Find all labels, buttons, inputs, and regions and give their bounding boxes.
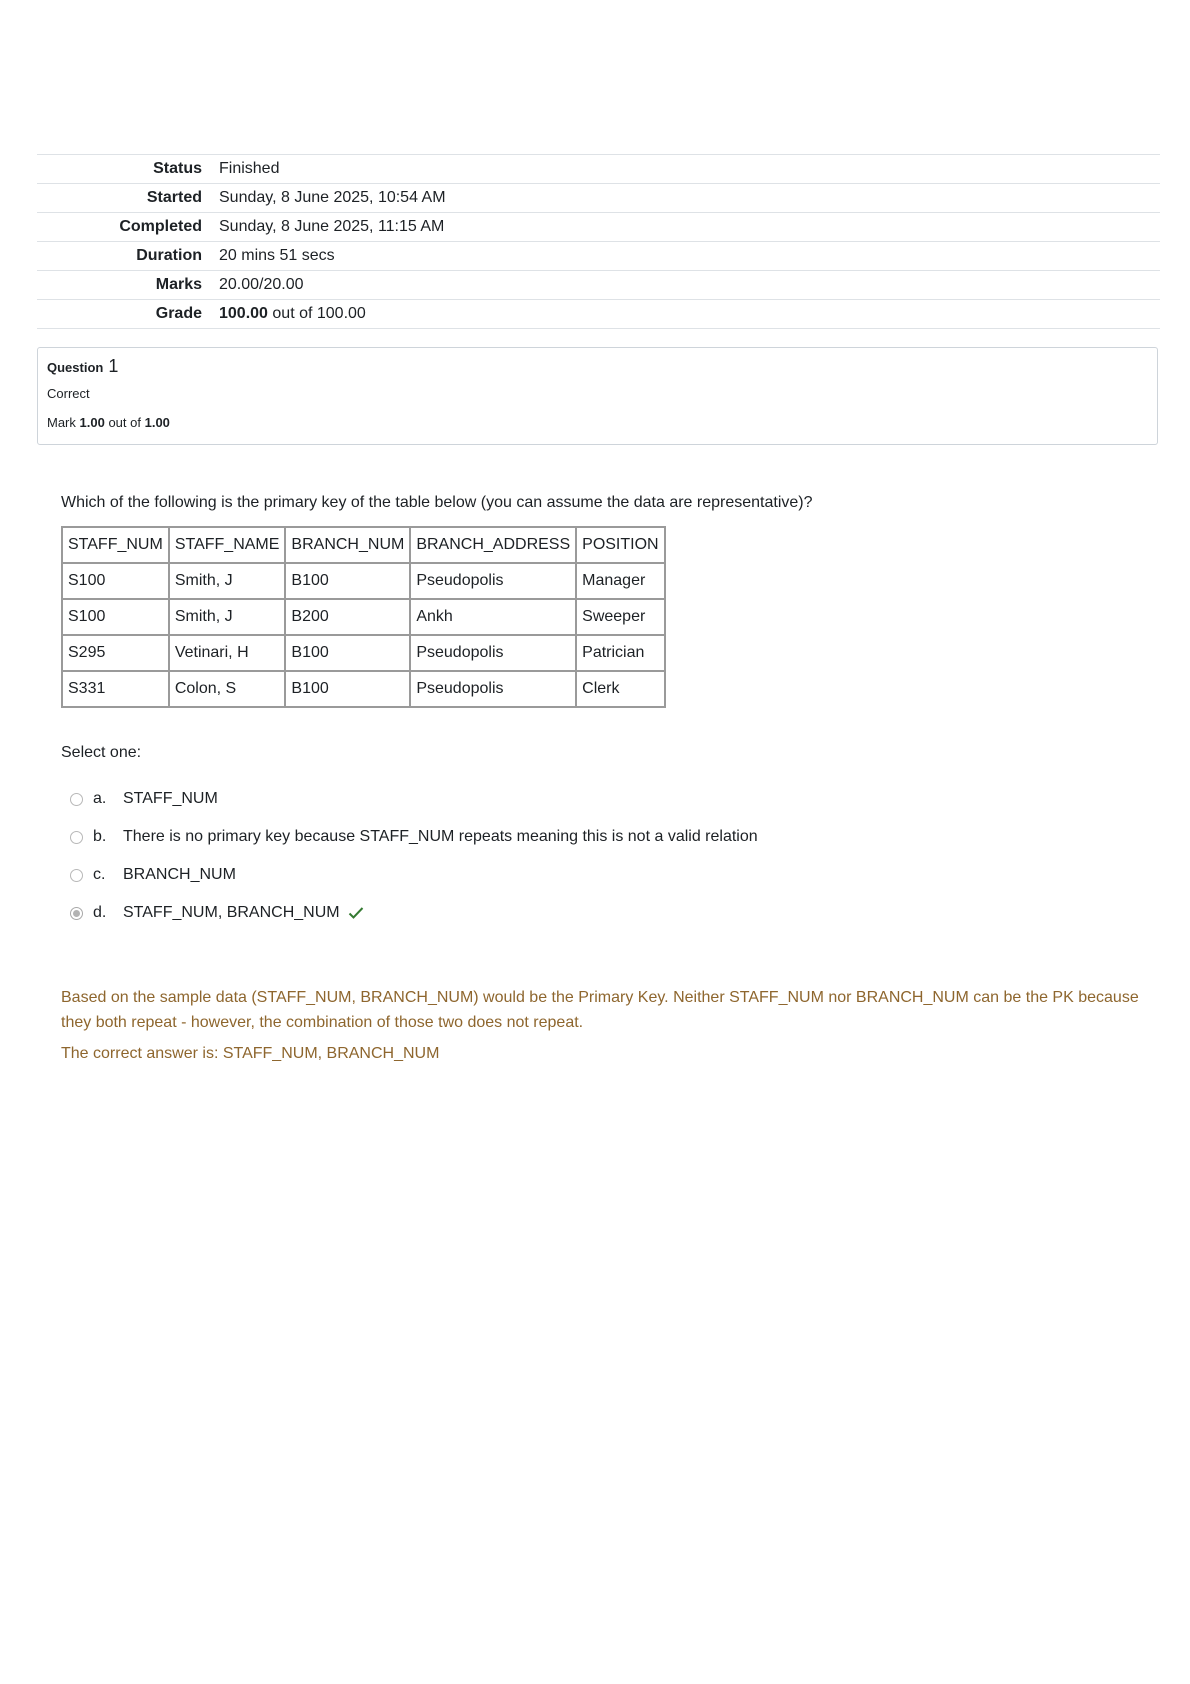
right-answer: The correct answer is: STAFF_NUM, BRANCH_NUM (61, 1045, 440, 1062)
column-header: STAFF_NAME (169, 527, 286, 563)
radio-button[interactable] (70, 793, 83, 806)
answer-option-c[interactable] (61, 856, 758, 894)
question-number (47, 356, 1148, 377)
table-cell: S100 (62, 563, 169, 599)
table-cell: Colon, S (169, 671, 286, 707)
summary-label: Duration (136, 247, 202, 264)
table-cell: Pseudopolis (410, 563, 576, 599)
mark-max: 1.00 (144, 415, 170, 430)
summary-label: Completed (119, 218, 202, 235)
column-header: BRANCH_ADDRESS (410, 527, 576, 563)
table-cell: B100 (285, 635, 410, 671)
table-header-row (62, 527, 665, 563)
summary-label: Status (153, 160, 202, 177)
table-cell: B100 (285, 563, 410, 599)
radio-button[interactable] (70, 831, 83, 844)
summary-row-duration (37, 242, 1160, 271)
mark-middle: out of (108, 415, 141, 430)
answer-option-d[interactable] (61, 894, 758, 932)
select-one-label: Select one: (61, 744, 142, 761)
column-header: STAFF_NUM (62, 527, 169, 563)
table-row (62, 671, 665, 707)
answer-option-a[interactable] (61, 780, 758, 818)
column-header: POSITION (576, 527, 664, 563)
table-row (62, 563, 665, 599)
mark-value: 1.00 (79, 415, 105, 430)
answer-letter: d. (93, 904, 107, 921)
table-cell: Smith, J (169, 563, 286, 599)
table-cell: S100 (62, 599, 169, 635)
answer-text: STAFF_NUM, BRANCH_NUM (123, 904, 340, 921)
table-cell: Pseudopolis (410, 635, 576, 671)
attempt-summary-table (37, 154, 1160, 329)
summary-value: Sunday, 8 June 2025, 11:15 AM (219, 218, 445, 235)
grade-score: 100.00 (219, 305, 268, 322)
radio-button[interactable] (70, 869, 83, 882)
summary-row-marks (37, 271, 1160, 300)
table-cell: Ankh (410, 599, 576, 635)
table-row (62, 635, 665, 671)
question-label: Question (47, 360, 104, 375)
table-cell: Patrician (576, 635, 664, 671)
question-state: Correct (47, 386, 90, 401)
question-data-table (61, 526, 666, 708)
mark-prefix: Mark (47, 415, 76, 430)
answer-letter: b. (93, 828, 107, 845)
table-cell: B100 (285, 671, 410, 707)
question-number-value: 1 (108, 356, 119, 376)
summary-row-started (37, 184, 1160, 213)
table-cell: Sweeper (576, 599, 664, 635)
summary-value: Finished (219, 160, 280, 177)
summary-label: Started (146, 189, 202, 206)
question-grade (47, 415, 1148, 430)
table-cell: Smith, J (169, 599, 286, 635)
answer-text: BRANCH_NUM (123, 866, 236, 883)
question-text: Which of the following is the primary key of the table below (you can assume the data are representative)? (61, 494, 813, 511)
radio-button-checked[interactable] (70, 907, 83, 920)
table-row (62, 599, 665, 635)
table-cell: Vetinari, H (169, 635, 286, 671)
correct-check-icon (348, 906, 364, 920)
answer-options (61, 780, 758, 932)
column-header: BRANCH_NUM (285, 527, 410, 563)
table-cell: S295 (62, 635, 169, 671)
table-cell: B200 (285, 599, 410, 635)
summary-label: Marks (155, 276, 202, 293)
summary-value: Sunday, 8 June 2025, 10:54 AM (219, 189, 446, 206)
summary-row-grade (37, 300, 1160, 329)
table-cell: S331 (62, 671, 169, 707)
question-info-box (37, 347, 1158, 445)
summary-value: 20 mins 51 secs (219, 247, 335, 264)
general-feedback: Based on the sample data (STAFF_NUM, BRANCH_NUM) would be the Primary Key. Neither STAFF_NUM nor BRANCH_NUM can be the PK because they both repeat - however, the combination of those two does not repeat. (61, 989, 1139, 1031)
summary-value: 20.00/20.00 (219, 276, 304, 293)
answer-letter: c. (93, 866, 106, 883)
table-cell: Pseudopolis (410, 671, 576, 707)
table-cell: Clerk (576, 671, 664, 707)
summary-row-status (37, 155, 1160, 184)
table-cell: Manager (576, 563, 664, 599)
summary-value (219, 300, 1160, 329)
answer-text: There is no primary key because STAFF_NUM repeats meaning this is not a valid relation (123, 828, 758, 845)
answer-letter: a. (93, 790, 107, 807)
summary-row-completed (37, 213, 1160, 242)
summary-label: Grade (155, 305, 202, 322)
answer-text: STAFF_NUM (123, 790, 218, 807)
answer-option-b[interactable] (61, 818, 758, 856)
grade-suffix: out of 100.00 (272, 305, 366, 322)
